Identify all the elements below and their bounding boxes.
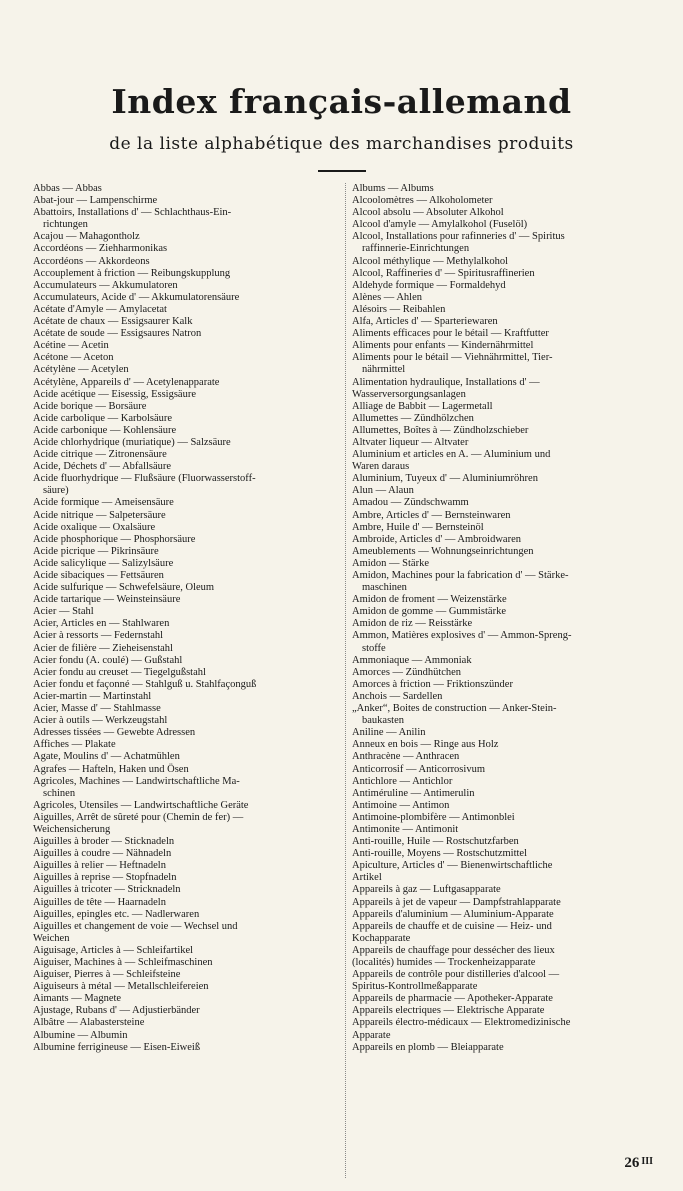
index-entry: Amadou — Zündschwamm: [352, 497, 469, 509]
index-entry: Albumine ferrigineuse — Eisen-Eiweiß: [33, 1041, 201, 1053]
index-entry: Anti-rouille, Moyens — Rostschutzmittel: [352, 848, 527, 860]
index-entry: (localités) humides — Trockenheizapparate: [352, 957, 536, 968]
index-entry: Appareils de chauffe et de cuisine — Heiz- und: [352, 920, 552, 932]
index-entry: Acétylène — Acetylen: [33, 364, 129, 376]
index-entry: Alcool absolu — Absoluter Alkohol: [352, 207, 504, 219]
index-entry: Ajustage, Rubans d' — Adjustierbänder: [33, 1005, 200, 1017]
index-entry: Alésoirs — Reibahlen: [352, 303, 446, 315]
index-entry: Acide sibaciques — Fettsäuren: [33, 570, 164, 581]
index-entry: Anchois — Sardellen: [352, 690, 443, 702]
sheet-signature: III: [641, 1156, 653, 1167]
index-entry: Aiguiser, Machines à — Schleifmaschinen: [33, 957, 213, 968]
index-entry: Alfa, Articles d' — Sparteriewaren: [352, 316, 498, 328]
index-entry: „Anker“, Boites de construction — Anker-Stein-: [352, 703, 557, 715]
index-entry: Aldehyde formique — Formaldehyd: [352, 279, 506, 291]
index-entry: Albums — Albums: [352, 183, 434, 194]
page-title: Index français-allemand: [111, 82, 572, 121]
index-entry: maschinen: [362, 582, 407, 594]
index-entry: Artikel: [352, 872, 382, 884]
index-entry: Spiritus-Kontrollmeßapparate: [352, 981, 478, 993]
page-number-value: 26: [624, 1155, 640, 1171]
index-entry: säure): [43, 485, 69, 497]
index-entry: Abbas — Abbas: [33, 183, 102, 194]
column-divider: [345, 183, 347, 1178]
page-subtitle: de la liste alphabétique des marchandises produits: [109, 134, 574, 154]
index-entry: Acétone — Aceton: [33, 352, 114, 364]
index-entry: Amidon de gomme — Gummistärke: [352, 606, 506, 618]
index-entry: Albumine — Albumin: [33, 1029, 128, 1041]
index-entry: richtungen: [43, 219, 88, 231]
index-entry: Anthracène — Anthracen: [352, 751, 460, 763]
index-entry: Weichen: [33, 932, 70, 944]
index-entry: Weichensicherung: [33, 823, 111, 835]
index-entry: Acide sulfurique — Schwefelsäure, Oleum: [33, 582, 215, 594]
index-entry: Acier, Masse d' — Stahlmasse: [33, 703, 161, 715]
index-entry: nährmittel: [362, 364, 406, 376]
index-entry: Alimentation hydraulique, Installations d' —: [352, 376, 540, 388]
index-entry: Alcool, Installations pour rafinneries d' — Spiritus: [352, 231, 565, 243]
index-entry: Accumulateurs — Akkumulatoren: [33, 279, 178, 291]
index-entry: Appareils de chauffage pour dessécher des lieux: [352, 944, 555, 956]
index-entry: Ammon, Matières explosives d' — Ammon-Spreng-: [352, 630, 572, 642]
index-entry: Alcool, Raffineries d' — Spiritusraffinerien: [352, 267, 535, 279]
index-entry: Acide oxalique — Oxalsäure: [33, 521, 156, 533]
index-entry: Aiguisage, Articles à — Schleifartikel: [33, 944, 194, 956]
index-entry: Abat-jour — Lampenschirme: [33, 195, 158, 207]
index-entry: Acajou — Mahagontholz: [33, 231, 140, 243]
index-entry: Antichlore — Antichlor: [352, 775, 453, 787]
index-entry: Amidon, Machines pour la fabrication d' — Stärke-: [352, 570, 569, 581]
index-entry: Amidon — Stärke: [352, 557, 429, 569]
index-entry: Aliments pour le bétail — Viehnährmittel, Tier-: [352, 352, 553, 364]
index-entry: schinen: [43, 787, 76, 799]
index-entry: Acétylène, Appareils d' — Acetylenapparate: [33, 376, 220, 388]
index-entry: Acétate de soude — Essigsaures Natron: [33, 328, 202, 340]
index-entry: Agricoles, Utensiles — Landwirtschaftliche Geräte: [33, 799, 249, 811]
index-entry: Acétine — Acetin: [33, 340, 109, 352]
index-entry: Ameublements — Wohnungseinrichtungen: [352, 545, 534, 557]
index-entry: Acier fondu au creuset — Tiegelgußstahl: [33, 666, 206, 678]
index-entry: Appareils de pharmacie — Apotheker-Apparate: [352, 993, 553, 1005]
index-entry: Acier à ressorts — Federnstahl: [33, 630, 164, 642]
index-entry: Acide nitrique — Salpetersäure: [33, 509, 166, 521]
index-entry: Aiguilles à tricoter — Stricknadeln: [33, 884, 181, 896]
index-entry: Aiguilles à relier — Heftnadeln: [33, 860, 166, 872]
index-entry: Acier de filière — Zieheisenstahl: [33, 642, 173, 654]
index-entry: Aluminium, Tuyeux d' — Aluminiumröhren: [352, 473, 538, 485]
index-entry: Amidon de froment — Weizenstärke: [352, 594, 507, 606]
index-entry: Appareils d'aluminium — Aluminium-Apparate: [352, 908, 554, 920]
index-entry: Amorces — Zündhütchen: [352, 666, 462, 678]
index-entry: Amorces à friction — Friktionszünder: [352, 678, 513, 690]
index-entry: Acide fluorhydrique — Flußsäure (Fluorwasserstoff-: [33, 473, 256, 485]
index-entry: Acétate de chaux — Essigsaurer Kalk: [33, 316, 193, 328]
index-entry: Waren daraus: [352, 461, 410, 473]
index-entry: Antiméruline — Antimerulin: [352, 787, 475, 799]
index-entry: Alun — Alaun: [352, 485, 414, 497]
index-column-right: [352, 183, 665, 1054]
index-column-left: [33, 183, 344, 1054]
index-entry: Aimants — Magnete: [33, 993, 122, 1005]
index-entry: Amidon de riz — Reisstärke: [352, 618, 473, 630]
index-entry: Acier fondu et façonné — Stahlguß u. Stahlfaçonguß: [33, 678, 257, 690]
index-entry: Acier, Articles en — Stahlwaren: [33, 618, 170, 630]
index-entry: Agate, Moulins d' — Achatmühlen: [33, 751, 180, 763]
title-rule: [318, 170, 366, 172]
index-entry: Acide formique — Ameisensäure: [33, 497, 174, 509]
index-entry: Aiguiseurs à métal — Metallschleifereien: [33, 981, 209, 993]
index-entry: Alliage de Babbit — Lagermetall: [352, 400, 493, 412]
index-entry: Alcool d'amyle — Amylalkohol (Fuselöl): [352, 219, 528, 231]
index-entry: Acide, Déchets d' — Abfallsäure: [33, 461, 172, 473]
index-entry: Allumettes, Boîtes à — Zündholzschieber: [352, 424, 529, 436]
index-entry: Appareils en plomb — Bleiapparate: [352, 1041, 504, 1053]
index-entry: Ambre, Huile d' — Bernsteinöl: [352, 521, 484, 533]
index-entry: Kochapparate: [352, 932, 411, 944]
index-entry: Antimoine-plombifère — Antimonblei: [352, 811, 515, 823]
index-entry: Acier à outils — Werkzeugstahl: [33, 715, 168, 727]
index-entry: Appareils à jet de vapeur — Dampfstrahlapparate: [352, 896, 561, 908]
index-entry: Ammoniaque — Ammoniak: [352, 654, 472, 666]
index-entry: Abattoirs, Installations d' — Schlachthaus-Ein-: [33, 207, 232, 219]
index-entry: Aluminium et articles en A. — Aluminium und: [352, 449, 551, 461]
index-entry: Antimoine — Antimon: [352, 799, 450, 811]
index-entry: Wasserversorgungsanlagen: [352, 388, 466, 400]
index-entry: Aliments pour enfants — Kindernährmittel: [352, 340, 534, 352]
index-entry: Altvater liqueur — Altvater: [352, 436, 469, 448]
index-entry: Acide picrique — Pikrinsäure: [33, 545, 159, 557]
index-entry: Acide carbonique — Kohlensäure: [33, 424, 177, 436]
index-entry: Acide borique — Borsäure: [33, 400, 147, 412]
index-entry: Apiculture, Articles d' — Bienenwirtschaftliche: [352, 860, 553, 872]
index-entry: baukasten: [362, 715, 404, 727]
index-entry: Aliments efficaces pour le bétail — Kraftfutter: [352, 328, 549, 340]
index-entry: Alcoolomètres — Alkoholometer: [352, 195, 493, 207]
index-entry: Appareils électro-médicaux — Elektromedizinische: [352, 1017, 571, 1029]
index-entry: Acide citrique — Zitronensäure: [33, 449, 167, 461]
index-entry: Antimonite — Antimonit: [352, 823, 459, 835]
index-entry: Acide carbolique — Karbolsäure: [33, 412, 173, 424]
index-entry: Appareils electriques — Elektrische Apparate: [352, 1005, 545, 1017]
index-entry: Apparate: [352, 1029, 391, 1041]
index-entry: Alcool méthylique — Methylalkohol: [352, 255, 509, 267]
index-entry: raffinnerie-Einrichtungen: [362, 243, 470, 255]
index-entry: Anneux en bois — Ringe aus Holz: [352, 739, 499, 751]
index-entry: Accordéons — Akkordeons: [33, 255, 150, 267]
index-entry: Acétate d'Amyle — Amylacetat: [33, 303, 167, 315]
index-entry: Agricoles, Machines — Landwirtschaftliche Ma-: [33, 775, 240, 787]
index-entry: Ambre, Articles d' — Bernsteinwaren: [352, 509, 511, 521]
index-entry: Aiguilles à broder — Sticknadeln: [33, 836, 175, 848]
index-entry: Acier-martin — Martinstahl: [33, 690, 152, 702]
index-entry: Aiguilles de tête — Haarnadeln: [33, 896, 166, 908]
index-entry: Acide acétique — Eisessig, Essigsäure: [33, 388, 196, 400]
index-entry: Aiguilles et changement de voie — Wechsel und: [33, 920, 238, 932]
index-entry: Acide tartarique — Weinsteinsäure: [33, 594, 181, 606]
index-entry: Acier fondu (A. coulé) — Gußstahl: [33, 654, 183, 666]
index-entry: Accordéons — Ziehharmonikas: [33, 243, 168, 255]
index-entry: Aiguilles, Arrêt de sûreté pour (Chemin de fer) —: [33, 811, 244, 823]
index-entry: Acide salicylique — Salizylsäure: [33, 557, 174, 569]
index-entry: Affiches — Plakate: [33, 739, 116, 751]
index-entry: Acide phosphorique — Phosphorsäure: [33, 533, 196, 545]
index-entry: Adresses tissées — Gewebte Adressen: [33, 727, 196, 739]
page-number: [624, 1155, 653, 1172]
index-entry: Accouplement à friction — Reibungskupplung: [33, 267, 231, 279]
index-entry: Accumulateurs, Acide d' — Akkumulatorensäure: [33, 291, 240, 303]
index-entry: Albâtre — Alabastersteine: [33, 1017, 145, 1029]
index-entry: Acide chlorhydrique (muriatique) — Salzsäure: [33, 436, 231, 448]
index-entry: Anticorrosif — Anticorrosivum: [352, 763, 485, 775]
index-entry: Aiguiser, Pierres à — Schleifsteine: [33, 969, 181, 981]
index-entry: stoffe: [362, 642, 386, 654]
index-entry: Aiguilles à reprise — Stopfnadeln: [33, 872, 177, 884]
index-entry: Agrafes — Hafteln, Haken und Ösen: [33, 763, 189, 775]
index-entry: Alènes — Ahlen: [352, 291, 422, 303]
index-entry: Aniline — Anilin: [352, 727, 426, 739]
index-entry: Appareils de contrôle pour distilleries d'alcool —: [352, 969, 560, 981]
index-entry: Appareils à gaz — Luftgasapparate: [352, 884, 501, 896]
index-entry: Allumettes — Zündhölzchen: [352, 412, 474, 424]
index-entry: Acier — Stahl: [33, 606, 94, 618]
index-entry: Ambroide, Articles d' — Ambroidwaren: [352, 533, 521, 545]
index-entry: Aiguilles, epingles etc. — Nadlerwaren: [33, 908, 200, 920]
index-entry: Aiguilles à coudre — Nähnadeln: [33, 848, 172, 860]
index-entry: Anti-rouille, Huile — Rostschutzfarben: [352, 836, 519, 848]
